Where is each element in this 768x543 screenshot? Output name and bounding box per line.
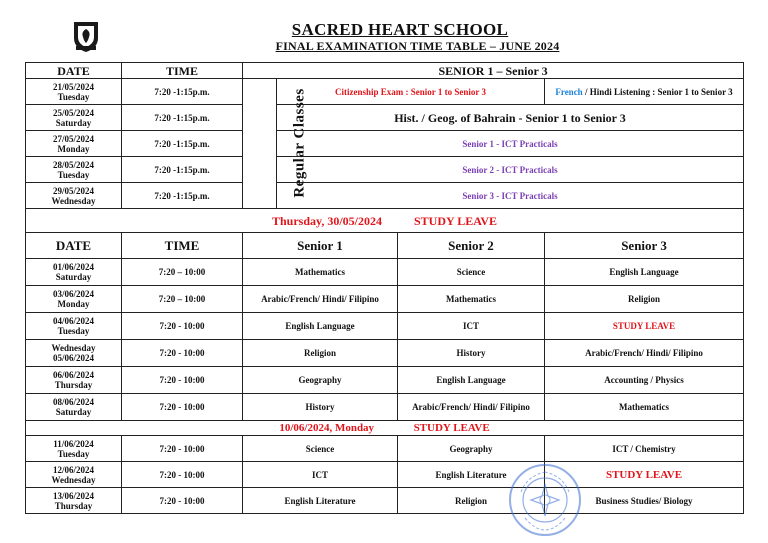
senior3-subject: Religion <box>545 286 744 313</box>
regular-classes-label: Regular Classes <box>243 79 277 209</box>
senior1-header: Senior 1 <box>243 233 398 259</box>
time-cell: 7:20 – 10:00 <box>122 286 243 313</box>
table-row <box>26 488 744 514</box>
time-cell: 7:20 - 10:00 <box>122 462 243 488</box>
time-header: TIME <box>122 233 243 259</box>
senior1-subject: ICT <box>243 462 398 488</box>
senior2-header: Senior 2 <box>398 233 545 259</box>
date-cell: 13/06/2024 Thursday <box>26 488 122 514</box>
senior1-subject: Mathematics <box>243 259 398 286</box>
study-leave-date: 10/06/2024, Monday <box>279 422 375 434</box>
date-cell: 12/06/2024 Wednesday <box>26 462 122 488</box>
date-header: DATE <box>26 63 122 79</box>
table-row <box>26 436 744 462</box>
study-leave-label: STUDY LEAVE <box>413 422 490 434</box>
senior1-subject: Religion <box>243 340 398 367</box>
senior3-subject: Accounting / Physics <box>545 367 744 394</box>
senior3-subject: ICT / Chemistry <box>545 436 744 462</box>
exam-timetable <box>25 62 744 514</box>
senior3-subject: STUDY LEAVE <box>545 313 744 340</box>
time-cell: 7:20 - 10:00 <box>122 340 243 367</box>
senior3-subject: Mathematics <box>545 394 744 421</box>
subject-cell: Senior 2 - ICT Practicals <box>277 157 744 183</box>
senior2-subject: Science <box>398 259 545 286</box>
time-cell: 7:20 -1:15p.m. <box>122 105 243 131</box>
school-title: SACRED HEART SCHOOL <box>291 20 509 39</box>
study-leave-row <box>26 209 744 233</box>
school-crest-logo <box>72 20 100 54</box>
time-header: TIME <box>122 63 243 79</box>
table-row <box>26 286 744 313</box>
senior2-subject: Mathematics <box>398 286 545 313</box>
table-row <box>26 367 744 394</box>
senior2-subject: ICT <box>398 313 545 340</box>
date-header: DATE <box>26 233 122 259</box>
table-row <box>26 340 744 367</box>
senior2-subject: Geography <box>398 436 545 462</box>
senior1-subject: English Language <box>243 313 398 340</box>
table-row <box>26 394 744 421</box>
table-row <box>26 462 744 488</box>
timetable-subtitle: FINAL EXAMINATION TIME TABLE – JUNE 2024 <box>275 39 560 53</box>
date-cell: Wednesday 05/06/2024 <box>26 340 122 367</box>
date-cell: 04/06/2024 Tuesday <box>26 313 122 340</box>
senior1-subject: English Literature <box>243 488 398 514</box>
study-leave-row <box>26 421 744 436</box>
time-cell: 7:20 -1:15p.m. <box>122 131 243 157</box>
time-cell: 7:20 – 10:00 <box>122 259 243 286</box>
subject-cell: Senior 1 - ICT Practicals <box>277 131 744 157</box>
senior2-subject: Religion <box>398 488 545 514</box>
time-cell: 7:20 -1:15p.m. <box>122 157 243 183</box>
date-cell: 06/06/2024 Thursday <box>26 367 122 394</box>
senior1-subject: History <box>243 394 398 421</box>
senior-range-header: SENIOR 1 – Senior 3 <box>243 63 744 79</box>
time-cell: 7:20 - 10:00 <box>122 313 243 340</box>
senior3-subject: Business Studies/ Biology <box>545 488 744 514</box>
date-cell: 01/06/2024 Saturday <box>26 259 122 286</box>
senior3-subject: English Language <box>545 259 744 286</box>
senior3-header: Senior 3 <box>545 233 744 259</box>
table-row <box>26 313 744 340</box>
senior3-subject: Arabic/French/ Hindi/ Filipino <box>545 340 744 367</box>
senior2-subject: English Language <box>398 367 545 394</box>
date-cell: 21/05/2024 Tuesday <box>26 79 122 105</box>
school-seal-stamp <box>507 462 583 538</box>
senior2-subject: English Literature <box>398 462 545 488</box>
time-cell: 7:20 - 10:00 <box>122 394 243 421</box>
subject-cell: Senior 3 - ICT Practicals <box>277 183 744 209</box>
date-cell: 29/05/2024 Wednesday <box>26 183 122 209</box>
date-cell: 03/06/2024 Monday <box>26 286 122 313</box>
time-cell: 7:20 -1:15p.m. <box>122 79 243 105</box>
date-cell: 27/05/2024 Monday <box>26 131 122 157</box>
senior2-subject: History <box>398 340 545 367</box>
time-cell: 7:20 -1:15p.m. <box>122 183 243 209</box>
date-cell: 25/05/2024 Saturday <box>26 105 122 131</box>
subject-cell: Hist. / Geog. of Bahrain - Senior 1 to Senior 3 <box>277 105 744 131</box>
date-cell: 11/06/2024 Tuesday <box>26 436 122 462</box>
date-cell: 28/05/2024 Tuesday <box>26 157 122 183</box>
senior2-subject: Arabic/French/ Hindi/ Filipino <box>398 394 545 421</box>
senior3-subject: STUDY LEAVE <box>545 462 744 488</box>
citizenship-exam-cell: Citizenship Exam : Senior 1 to Senior 3 <box>277 79 545 105</box>
time-cell: 7:20 - 10:00 <box>122 488 243 514</box>
senior1-subject: Geography <box>243 367 398 394</box>
date-cell: 08/06/2024 Saturday <box>26 394 122 421</box>
time-cell: 7:20 - 10:00 <box>122 367 243 394</box>
senior1-subject: Arabic/French/ Hindi/ Filipino <box>243 286 398 313</box>
table-row <box>26 259 744 286</box>
time-cell: 7:20 - 10:00 <box>122 436 243 462</box>
study-leave-label: STUDY LEAVE <box>414 213 498 228</box>
senior1-subject: Science <box>243 436 398 462</box>
french-hindi-listening-cell: French / Hindi Listening : Senior 1 to Senior 3 <box>545 79 744 105</box>
study-leave-date: Thursday, 30/05/2024 <box>271 213 382 228</box>
